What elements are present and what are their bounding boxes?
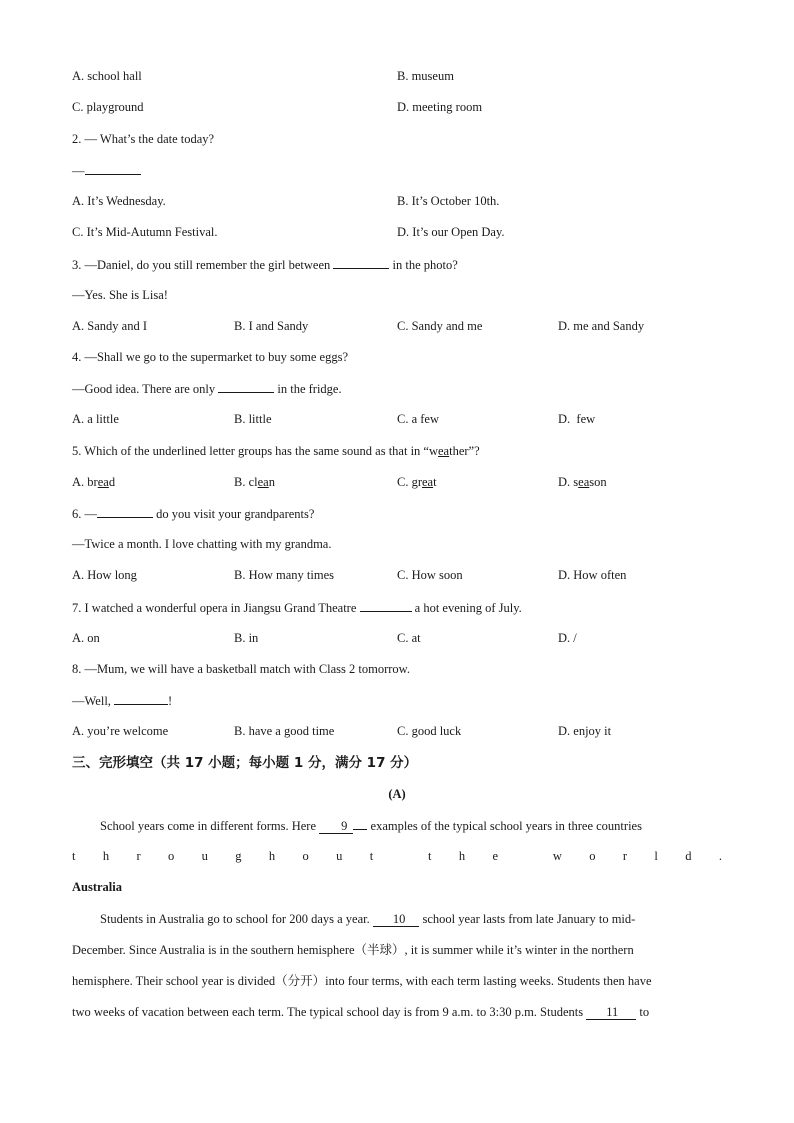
q5-question-start: 5. Which of the underlined letter groups has the same sound as that in “w — [72, 444, 438, 458]
spread-letter: . — [718, 849, 722, 863]
q5-option-d-pre: D. s — [558, 475, 579, 489]
passage-line-1-end: examples of the typical school years in three countries — [367, 819, 642, 833]
q8-blank — [114, 692, 168, 705]
q5-question-underlined: ea — [438, 444, 450, 458]
q8-reply — [72, 692, 172, 709]
q5-option-c — [397, 474, 437, 490]
q5-option-c-post: t — [433, 475, 437, 489]
q8-option-a: A. you’re welcome — [72, 724, 169, 738]
spread-letter: h — [102, 849, 110, 863]
q6-question — [72, 505, 314, 522]
q2-blank — [85, 162, 141, 175]
q8-question: 8. —Mum, we will have a basketball match with Class 2 tomorrow. — [72, 662, 411, 676]
passage-line-1 — [100, 817, 642, 834]
blank-9-tail — [353, 817, 367, 830]
q2-option-a: A. It’s Wednesday. — [72, 194, 166, 208]
q6-question-end: do you visit your grandparents? — [153, 507, 315, 521]
q3-option-c: C. Sandy and me — [397, 319, 483, 333]
q4-reply-start: —Good idea. There are only — [72, 382, 219, 396]
q7-blank — [360, 599, 412, 612]
spread-letter: t — [369, 849, 374, 863]
q8-reply-start: —Well, — [72, 694, 115, 708]
q4-reply — [72, 380, 342, 397]
q4-option-b: B. little — [234, 412, 272, 426]
q8-option-c: C. good luck — [397, 724, 462, 738]
q7-option-a: A. on — [72, 631, 100, 645]
q3-option-b: B. I and Sandy — [234, 319, 309, 333]
spread-letter: t — [428, 849, 432, 863]
q7-option-b: B. in — [234, 631, 259, 645]
section-title-cloze: 三、完形填空（共 17 小题；每小题 1 分，满分 17 分） — [72, 755, 418, 771]
q1-option-d: D. meeting room — [397, 100, 483, 114]
blank-9: 9 — [319, 819, 353, 834]
passage-line-6-start: two weeks of vacation between each term. The typical school day is from 9 a.m. to 3:30 p.m. Students — [72, 1005, 587, 1019]
q7-option-d: D. / — [558, 631, 577, 645]
passage-line-6 — [72, 1004, 649, 1020]
spread-letter: o — [168, 849, 175, 863]
q7-option-c: C. at — [397, 631, 421, 645]
passage-line-2-spread — [72, 848, 722, 864]
q6-option-b: B. How many times — [234, 568, 334, 582]
spread-letter: w — [552, 849, 562, 863]
q2-question: 2. — What’s the date today? — [72, 132, 215, 146]
q2-option-c: C. It’s Mid-Autumn Festival. — [72, 225, 218, 239]
q6-question-start: 6. — — [72, 507, 97, 521]
spread-letter: o — [302, 849, 309, 863]
q6-option-c: C. How soon — [397, 568, 463, 582]
q3-question — [72, 256, 458, 273]
q4-option-a: A. a little — [72, 412, 119, 426]
passage-line-4: December. Since Australia is in the southern hemisphere（半球）, it is summer while it’s winter in the northern — [72, 943, 634, 957]
q6-option-a: A. How long — [72, 568, 137, 582]
q5-option-a-post: d — [108, 475, 116, 489]
q1-option-b: B. museum — [397, 69, 454, 83]
q5-option-a-pre: A. br — [72, 475, 98, 489]
q3-option-a: A. Sandy and I — [72, 319, 147, 333]
spread-letter: e — [492, 849, 499, 863]
spread-letter: g — [235, 849, 242, 863]
passage-line-3 — [100, 911, 635, 927]
spread-letter: l — [654, 849, 658, 863]
q5-option-b-pre: B. cl — [234, 475, 258, 489]
passage-line-3-end: school year lasts from late January to mid- — [419, 912, 636, 926]
q3-blank — [333, 256, 389, 269]
q7-question-end: a hot evening of July. — [411, 601, 522, 615]
blank-11: 11 — [586, 1005, 636, 1020]
q5-option-d — [558, 474, 607, 490]
q4-question: 4. —Shall we go to the supermarket to buy some eggs? — [72, 350, 348, 364]
blank-10: 10 — [373, 912, 420, 927]
passage-line-6-end: to — [636, 1005, 650, 1019]
passage-line-5: hemisphere. Their school year is divided（分开）into four terms, with each term lasting weeks. Students then have — [72, 974, 652, 988]
passage-line-3-start: Students in Australia go to school for 200 days a year. — [100, 912, 373, 926]
spread-letter: r — [136, 849, 141, 863]
q4-option-c: C. a few — [397, 412, 439, 426]
q5-option-d-post: son — [589, 475, 607, 489]
q5-question — [72, 443, 480, 459]
spread-letter: u — [201, 849, 208, 863]
q4-blank — [218, 380, 274, 393]
spread-letter: r — [622, 849, 628, 863]
q5-option-b — [234, 474, 275, 490]
q3-option-d: D. me and Sandy — [558, 319, 645, 333]
q7-question-start: 7. I watched a wonderful opera in Jiangsu Grand Theatre — [72, 601, 360, 615]
q1-option-a: A. school hall — [72, 69, 142, 83]
q1-option-c: C. playground — [72, 100, 144, 114]
q4-option-d: D. few — [558, 412, 596, 426]
heading-australia: Australia — [72, 880, 122, 894]
q5-question-end: ther”? — [449, 444, 480, 458]
q8-reply-end: ! — [168, 694, 173, 708]
q8-option-d: D. enjoy it — [558, 724, 612, 738]
q6-blank — [97, 505, 153, 518]
q3-question-end: in the photo? — [389, 258, 458, 272]
q8-option-b: B. have a good time — [234, 724, 335, 738]
q2-option-d: D. It’s our Open Day. — [397, 225, 505, 239]
q5-option-b-post: n — [268, 475, 275, 489]
q5-option-d-underlined: ea — [578, 475, 590, 489]
passage-line-1-start: School years come in different forms. Here — [100, 819, 320, 833]
q6-option-d: D. How often — [558, 568, 627, 582]
q3-reply: —Yes. She is Lisa! — [72, 288, 168, 302]
q2-answer-line — [72, 162, 141, 179]
q3-question-start: 3. —Daniel, do you still remember the girl between — [72, 258, 334, 272]
q5-option-c-pre: C. gr — [397, 475, 422, 489]
q7-question — [72, 599, 522, 616]
part-label: (A) — [388, 787, 406, 801]
q4-reply-end: in the fridge. — [274, 382, 342, 396]
spread-letter: h — [458, 849, 466, 863]
spread-letter: o — [589, 849, 596, 863]
q2-answer-prefix: — — [72, 164, 85, 178]
q5-option-c-underlined: ea — [422, 475, 434, 489]
q2-option-b: B. It’s October 10th. — [397, 194, 500, 208]
spread-letter: u — [336, 849, 343, 863]
q5-option-a-underlined: ea — [97, 475, 109, 489]
q5-option-a — [72, 474, 115, 490]
spread-letter: t — [72, 849, 76, 863]
spread-letter: h — [268, 849, 276, 863]
spread-letter: d — [685, 849, 692, 863]
q5-option-b-underlined: ea — [257, 475, 269, 489]
q6-reply: —Twice a month. I love chatting with my grandma. — [72, 537, 332, 551]
